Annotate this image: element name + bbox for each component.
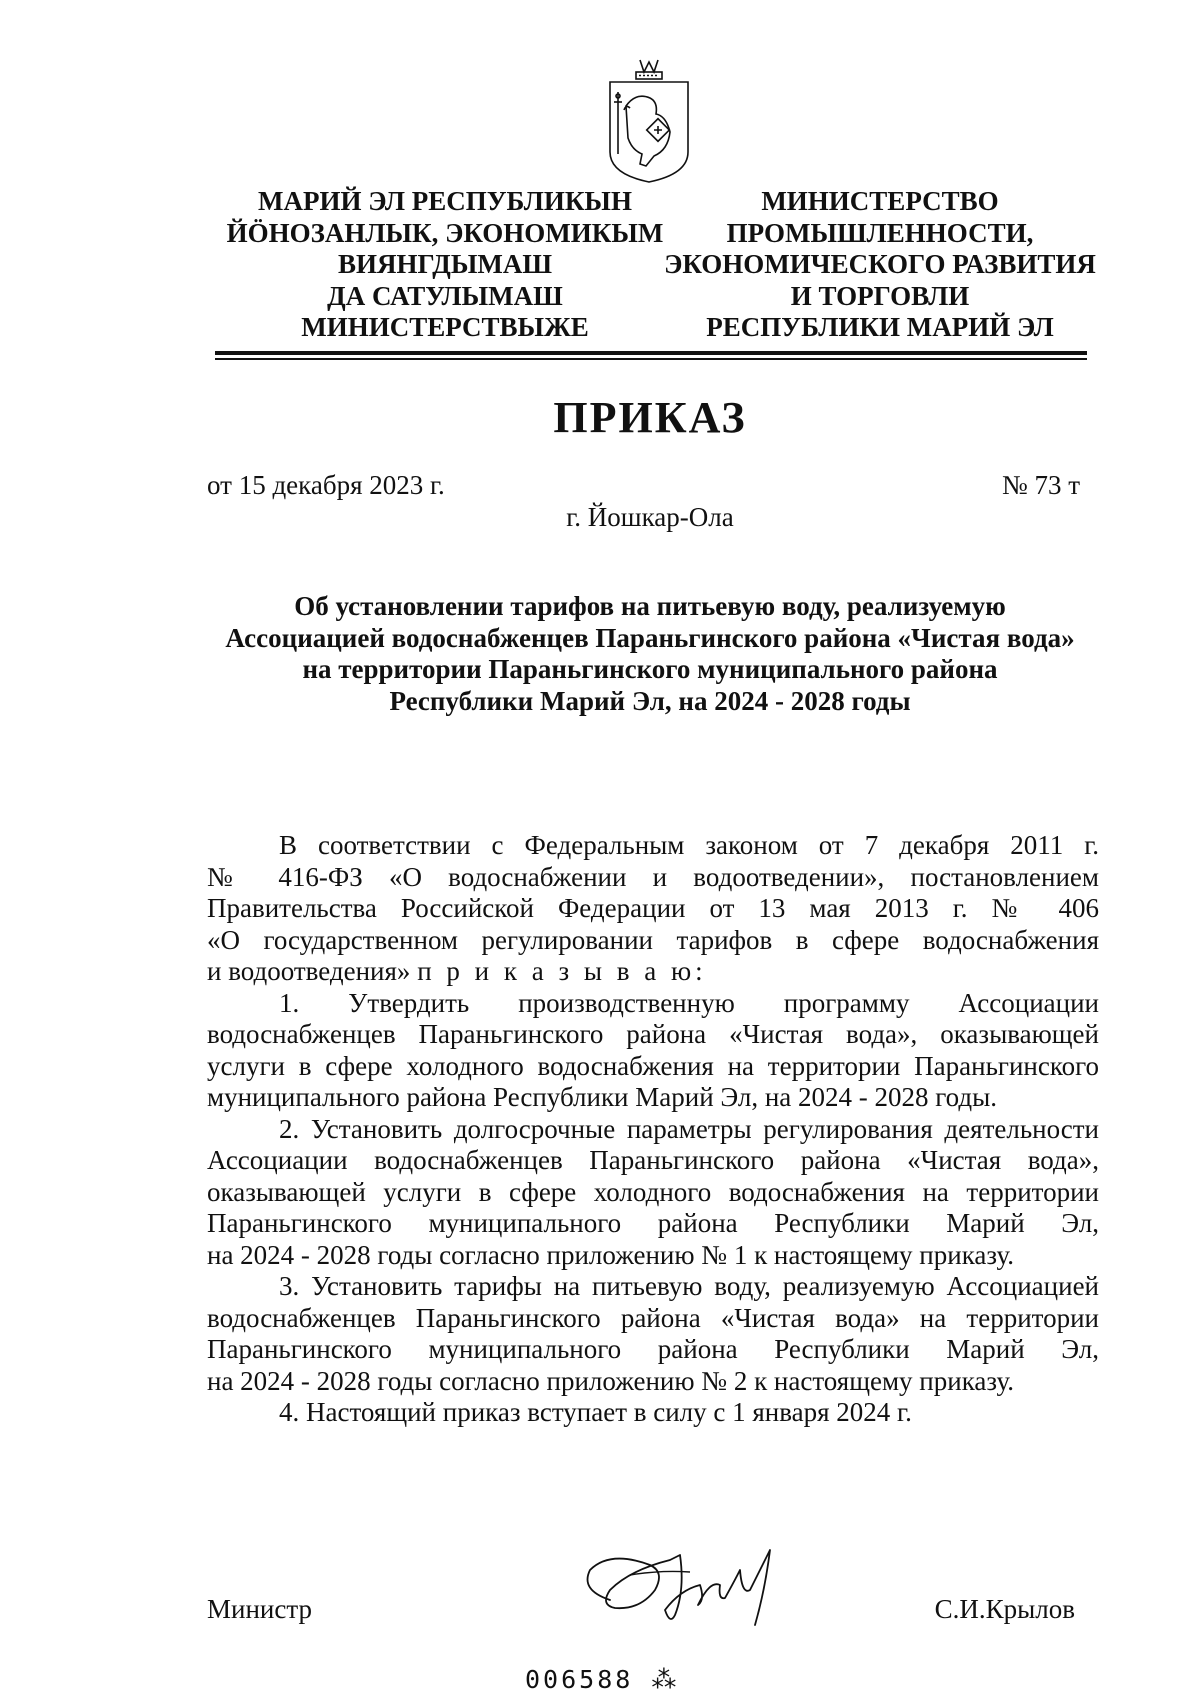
item-1-line: услуги в сфере холодного водоснабжения на территории Параньгинского [207,1050,1099,1081]
signatory-name: С.И.Крылов [934,1594,1075,1624]
item-3-line: 3. Установить тарифы на питьевую воду, реализуемую Ассоциацией [279,1271,1099,1301]
item-2-line: Ассоциации водоснабженцев Параньгинского района «Чистая вода», [207,1145,1099,1175]
body-line: № 416-ФЗ «О водоснабжении и водоотведении», постановлением [207,861,1099,892]
document-title: ПРИКАЗ [553,393,747,442]
header-divider-thin [215,358,1087,360]
item-1-line: муниципального района Республики Марий Эл, на 2024 - 2028 годы. [207,1082,998,1112]
item-3-line: Параньгинского муниципального района Республики Марий Эл, [207,1334,1099,1364]
item-4-line: 4. Настоящий приказ вступает в силу с 1 января 2024 г. [279,1397,912,1427]
handwritten-signature [570,1530,800,1640]
order-verb: п р и к а з ы в а ю: [417,956,707,986]
item-2-line: на 2024 - 2028 годы согласно приложению № 1 к настоящему приказу. [207,1239,1015,1270]
document-date: от 15 декабря 2023 г. [207,470,445,500]
document-subject [200,591,1100,717]
header-left-line: МАРИЙ ЭЛ РЕСПУБЛИКЫН [258,186,632,216]
header-right-line: РЕСПУБЛИКИ МАРИЙ ЭЛ [706,312,1054,342]
ministry-name-mari [225,186,665,344]
asterisk-icon: ⁂ [651,1665,680,1694]
subject-line: Республики Марий Эл, на 2024 - 2028 годы [389,685,911,716]
subject-line: на территории Параньгинского муниципального района [302,654,998,684]
header-right-line: МИНИСТЕРСТВО [761,186,999,216]
coat-of-arms-icon [606,56,692,184]
body-line: Правительства Российской Федерации от 13 мая 2013 г. № 406 [207,893,1099,923]
document-body [207,830,1099,1429]
item-3-line: водоснабженцев Параньгинского района «Чистая вода» на территории [207,1302,1099,1333]
signatory-position: Министр [207,1594,312,1624]
body-line: «О государственном регулировании тарифов в сфере водоснабжения [207,924,1099,955]
document-number: № 73 т [1001,470,1080,500]
item-2-line: оказывающей услуги в сфере холодного водоснабжения на территории [207,1176,1099,1207]
serial-number-text: 006588 [525,1665,634,1694]
body-line: В соответствии с Федеральным законом от 7 декабря 2011 г. [279,830,1099,860]
document-city: г. Йошкар-Ола [566,502,734,532]
header-right-line: И ТОРГОВЛИ [790,280,970,311]
item-2-line: Параньгинского муниципального района Республики Марий Эл, [207,1208,1099,1238]
header-left-line: ДА САТУЛЫМАШ [327,280,563,311]
item-1-line: водоснабженцев Параньгинского района «Чистая вода», оказывающей [207,1019,1099,1049]
item-3-line: на 2024 - 2028 годы согласно приложению № 2 к настоящему приказу. [207,1365,1015,1396]
body-text: и водоотведения» [207,956,411,986]
header-right-line: ПРОМЫШЛЕННОСТИ, [726,217,1034,248]
body-line [207,956,1099,988]
serial-number [525,1665,679,1694]
header-left-line: ВИЯНГДЫМАШ [337,249,553,279]
subject-line: Ассоциацией водоснабженцев Параньгинского района «Чистая вода» [225,622,1075,653]
header-left-line: ЙÖНОЗАНЛЫК, ЭКОНОМИКЫМ [226,217,664,248]
ministry-name-russian [660,186,1100,344]
item-2-line: 2. Установить долгосрочные параметры регулирования деятельности [279,1113,1099,1144]
header-right-line: ЭКОНОМИЧЕСКОГО РАЗВИТИЯ [664,249,1096,279]
header-left-line: МИНИСТЕРСТВЫЖЕ [301,312,589,342]
header-divider-thick [215,351,1087,355]
subject-line: Об установлении тарифов на питьевую воду, реализуемую [294,591,1006,621]
item-1-line: 1. Утвердить производственную программу Ассоциации [279,987,1099,1018]
